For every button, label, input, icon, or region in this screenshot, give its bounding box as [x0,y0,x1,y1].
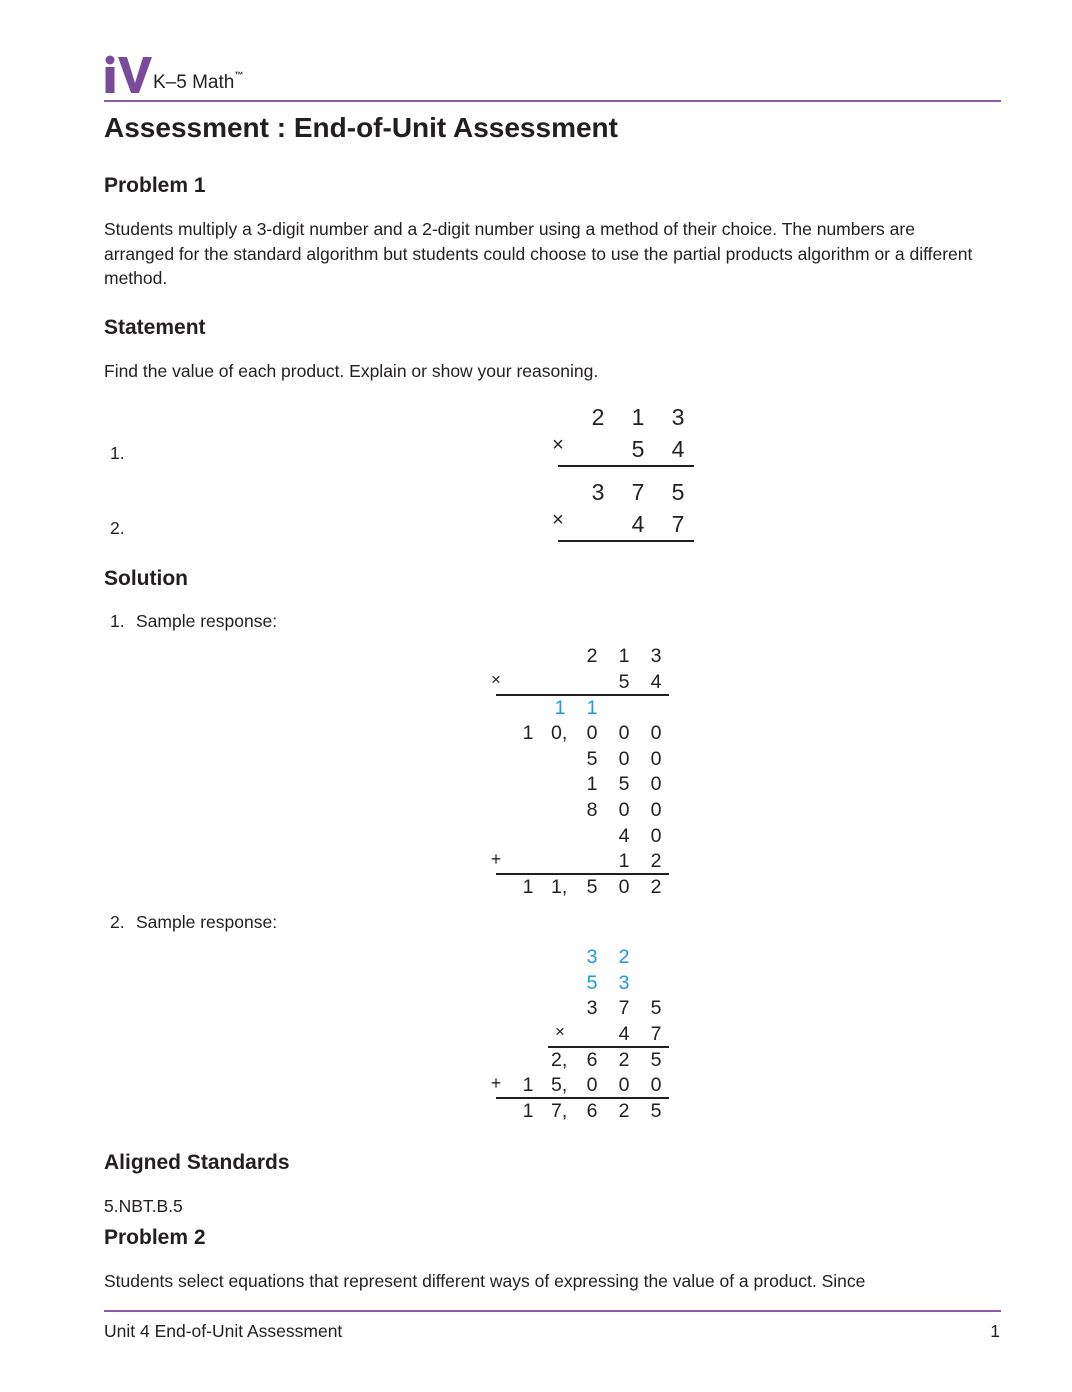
digit: 8 [586,799,598,821]
digit: 6 [586,1100,598,1122]
digit: 2 [650,876,662,898]
product-line [548,1046,669,1048]
digit: 5 [650,997,662,1019]
digit: 7 [618,997,630,1019]
statement-heading: Statement [104,316,206,339]
digit: 0 [618,748,630,770]
digit: 1 [618,850,630,872]
footer-title: Unit 4 End-of-Unit Assessment [104,1321,343,1341]
item-label: 2. [110,518,125,538]
digit: 0 [650,799,662,821]
page-number: 1 [990,1321,1000,1341]
problem1-heading: Problem 1 [104,174,206,197]
digit: 0 [618,876,630,898]
digit: 2, [551,1049,568,1071]
carry-digit: 5 [586,972,598,994]
digit: 3 [650,645,662,667]
digit: 0 [586,722,598,744]
statement-text: Find the value of each product. Explain or show your reasoning. [104,361,599,381]
sum-line [496,1097,669,1099]
digit: 4 [631,511,645,537]
digit: 5 [650,1049,662,1071]
brand-name: K–5 Math™ [153,70,244,93]
carry-digit: 3 [618,972,630,994]
digit: 5 [650,1100,662,1122]
digit: 2 [591,404,605,430]
digit: 5 [586,876,598,898]
footer-rule [104,1310,1001,1312]
problem2-heading: Problem 2 [104,1226,206,1249]
carry-digit: 2 [618,946,630,968]
product-line [558,540,694,542]
digit: 3 [586,997,598,1019]
digit: 5 [618,671,630,693]
digit: 7 [650,1023,662,1045]
iv-logo [104,55,152,95]
digit: 0 [650,722,662,744]
times-sign: × [491,670,501,689]
digit: 4 [650,671,662,693]
solution-text: Sample response: [136,611,278,631]
product-line [558,465,694,467]
digit: 6 [586,1049,598,1071]
digit: 7 [631,479,645,505]
problem2-description: Students select equations that represent different ways of expressing the value of a product. Since [104,1271,866,1291]
digit: 1 [522,876,534,898]
carry-digit: 3 [586,946,598,968]
digit: 2 [618,1049,630,1071]
digit: 1 [522,1100,534,1122]
digit: 4 [671,436,685,462]
digit: 3 [591,479,605,505]
product-line [496,694,669,696]
digit: 0, [551,722,568,744]
digit: 5 [671,479,685,505]
digit: 3 [671,404,685,430]
digit: 1 [522,722,534,744]
problem1-description: Students multiply a 3-digit number and a 2-digit number using a method of their choice. The numbers are arranged for the standard algorithm but students could choose to use the partial products algorithm or a different method. [104,219,973,288]
times-sign: × [552,434,564,456]
sum-line [496,873,669,875]
carry-digit: 1 [586,697,598,719]
header-rule [104,100,1001,102]
digit: 0 [650,1074,662,1096]
standards-code: 5.NBT.B.5 [104,1196,183,1216]
digit: 1 [522,1074,534,1096]
digit: 4 [618,825,630,847]
item-label: 1. [110,443,125,463]
digit: 4 [618,1023,630,1045]
digit: 7, [551,1100,568,1122]
digit: 0 [618,1074,630,1096]
digit: 7 [671,511,685,537]
digit: 2 [650,850,662,872]
carry-digit: 1 [554,697,566,719]
digit: 0 [650,748,662,770]
digit: 1 [631,404,645,430]
digit: 0 [650,825,662,847]
solution-heading: Solution [104,567,188,590]
digit: 0 [586,1074,598,1096]
times-sign: × [555,1022,565,1041]
standards-heading: Aligned Standards [104,1151,290,1174]
digit: 0 [618,722,630,744]
digit: 1 [586,773,598,795]
solution-label: 2. [110,912,125,932]
plus-sign: + [490,849,502,869]
times-sign: × [552,509,564,531]
plus-sign: + [490,1073,502,1093]
digit: 1, [551,876,568,898]
digit: 5 [586,748,598,770]
page-title: Assessment : End-of-Unit Assessment [104,112,618,143]
digit: 2 [586,645,598,667]
solution-text: Sample response: [136,912,278,932]
digit: 2 [618,1100,630,1122]
solution-label: 1. [110,611,125,631]
digit: 5, [551,1074,568,1096]
digit: 5 [618,773,630,795]
digit: 1 [618,645,630,667]
digit: 5 [631,436,645,462]
digit: 0 [650,773,662,795]
digit: 0 [618,799,630,821]
